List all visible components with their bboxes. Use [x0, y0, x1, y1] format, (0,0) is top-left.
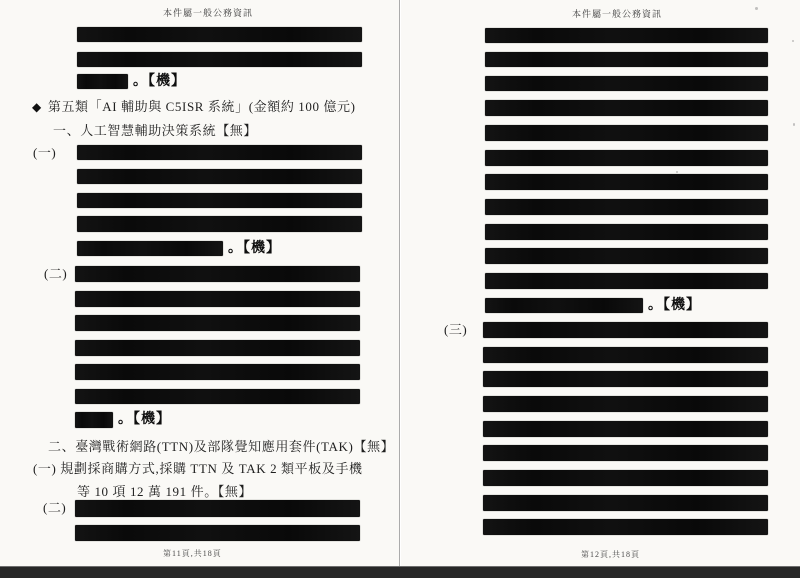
scanner-edge-strip [0, 566, 800, 578]
redaction-bar [483, 445, 768, 461]
page-number-footer: 第12頁,共18頁 [581, 550, 640, 559]
redaction-bar [485, 125, 768, 141]
list-item-label: (一) [33, 145, 57, 160]
redaction-bar [483, 371, 768, 387]
classification-marker: 。【機】 [228, 241, 281, 256]
subsection-heading: 二、臺灣戰術網路(TTN)及部隊覺知應用套件(TAK)【無】 [48, 439, 395, 454]
list-item-label: (三) [444, 322, 468, 337]
scan-artifact [793, 123, 795, 126]
classification-marker: 。【機】 [133, 74, 186, 89]
redaction-bar [485, 273, 768, 289]
scan-artifact [676, 171, 678, 173]
redaction-bar [485, 174, 768, 190]
classification-header: 本件屬一般公務資訊 [572, 9, 663, 19]
classification-marker: 。【機】 [648, 298, 701, 313]
redaction-bar [485, 224, 768, 240]
redaction-bar [485, 100, 768, 116]
body-line: (一) 規劃採商購方式,採購 TTN 及 TAK 2 類平板及手機 [33, 461, 363, 476]
subsection-heading: 一、人工智慧輔助決策系統【無】 [53, 123, 258, 138]
diamond-bullet-icon: ◆ [32, 100, 42, 114]
redaction-bar [483, 421, 768, 437]
redaction-bar [483, 396, 768, 412]
scan-artifact [792, 40, 794, 42]
redaction-bar [483, 519, 768, 535]
redaction-bar [483, 322, 768, 338]
body-line: 等 10 項 12 萬 191 件。【無】 [77, 484, 253, 499]
classification-marker: 。【機】 [118, 412, 171, 427]
redaction-bar [485, 52, 768, 67]
scan-artifact [755, 7, 758, 10]
redaction-bar [485, 298, 643, 313]
redaction-bar [483, 470, 768, 486]
list-item-label: (二) [44, 266, 68, 281]
redaction-bar [485, 76, 768, 91]
page-number-footer: 第11頁,共18頁 [163, 549, 222, 558]
section-heading-text: 第五類「AI 輔助與 C5ISR 系統」(金額約 100 億元) [47, 99, 356, 114]
redaction-bar [485, 199, 768, 215]
redaction-bar [485, 28, 768, 43]
classification-header: 本件屬一般公務資訊 [163, 8, 254, 18]
page-fold-divider [399, 0, 400, 567]
list-item-label: (二) [43, 500, 67, 515]
redaction-bar [483, 495, 768, 511]
redaction-bar [485, 150, 768, 166]
redaction-bar [483, 347, 768, 363]
redaction-bar [485, 248, 768, 264]
